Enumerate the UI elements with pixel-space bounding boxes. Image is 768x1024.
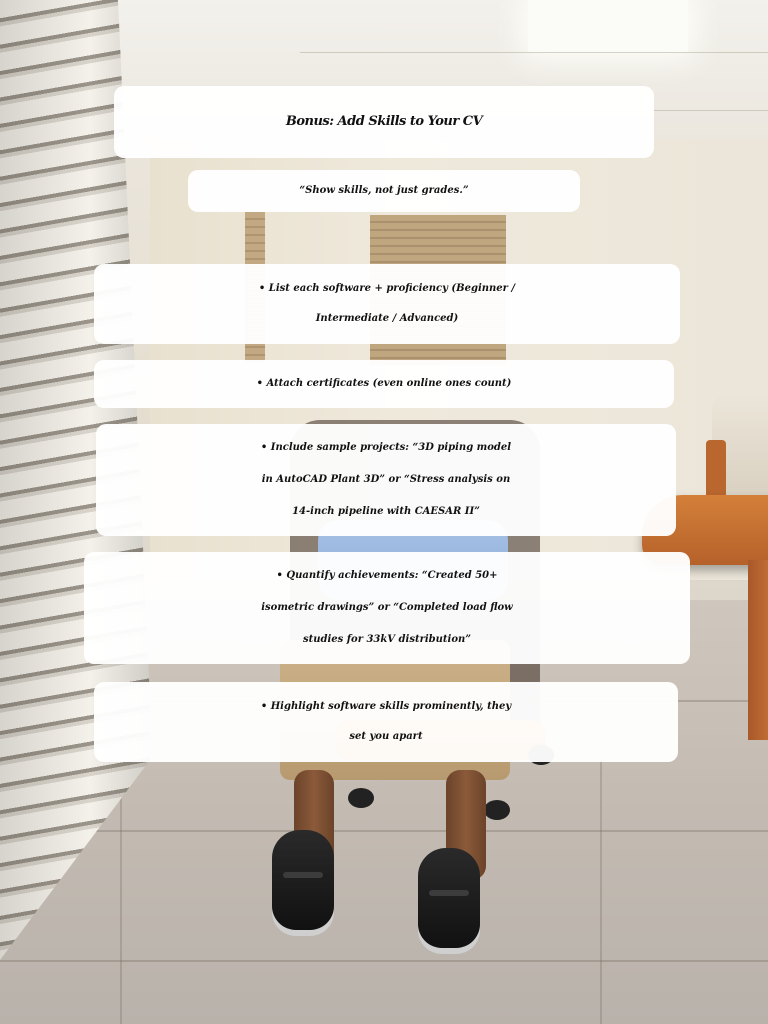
chair-wheel	[484, 800, 510, 820]
bullet-card-proficiency	[94, 264, 680, 344]
bullet-card-projects	[96, 424, 676, 536]
bullet-card-achievements	[84, 552, 690, 664]
loafer-shoe	[418, 848, 480, 948]
floor-tile-line	[120, 780, 122, 1024]
loafer-shoe	[272, 830, 334, 930]
bullet-card-certificates	[94, 360, 674, 408]
bullet-line: Intermediate / Advanced)	[315, 313, 459, 324]
title-card	[114, 86, 654, 158]
floor-tile-line	[0, 830, 768, 832]
bullet-line: • Attach certificates (even online ones count)	[256, 378, 512, 389]
bullet-line: in AutoCAD Plant 3D” or “Stress analysis on	[261, 474, 511, 485]
bullet-line: set you apart	[349, 731, 423, 742]
bullet-line: studies for 33kV distribution”	[302, 634, 472, 645]
bullet-line: isometric drawings” or “Completed load flow	[261, 602, 513, 613]
bullet-line: • List each software + proficiency (Beginner /	[258, 283, 516, 294]
floor-tile-line	[600, 760, 602, 1024]
loafer-strap	[283, 872, 323, 878]
title-text: Bonus: Add Skills to Your CV	[285, 114, 483, 129]
bullet-card-highlight	[94, 682, 678, 762]
quote-card	[188, 170, 580, 212]
floor-tile-line	[0, 960, 768, 962]
chair-wheel	[348, 788, 374, 808]
ceiling-light	[528, 0, 688, 52]
ceiling-panel-line	[300, 52, 768, 53]
loafer-strap	[429, 890, 469, 896]
bullet-line: • Highlight software skills prominently, they	[260, 701, 512, 712]
quote-text: “Show skills, not just grades.”	[299, 185, 469, 196]
bullet-line: • Quantify achievements: “Created 50+	[276, 570, 498, 581]
bullet-line: • Include sample projects: “3D piping model	[260, 442, 512, 453]
bullet-line: 14-inch pipeline with CAESAR II”	[292, 506, 480, 517]
table-leg	[748, 560, 768, 740]
